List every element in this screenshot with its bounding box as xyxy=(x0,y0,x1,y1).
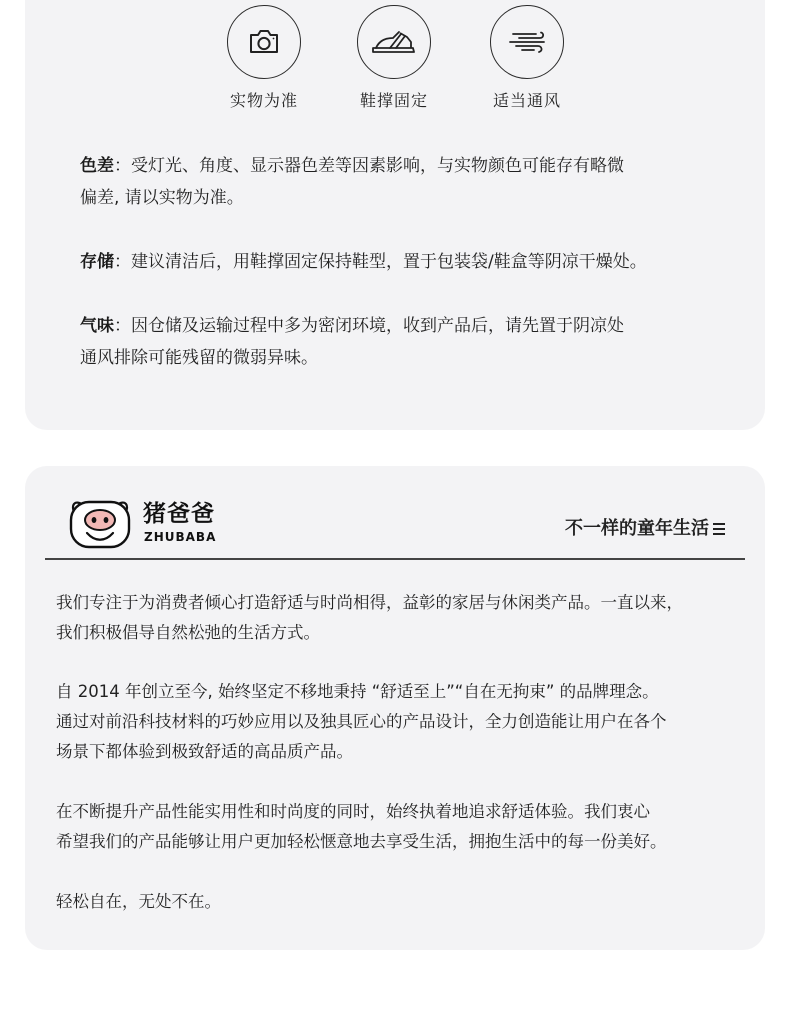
brand-paragraph xyxy=(56,588,746,648)
care-note-title: 气味 xyxy=(80,316,114,336)
care-note-storage xyxy=(80,246,750,278)
care-note-text: ：因仓储及运输过程中多为密闭环境，收到产品后，请先置于阴凉处 xyxy=(114,316,624,336)
brand-paragraph-line: 希望我们的产品能够让用户更加轻松惬意地去享受生活，拥抱生活中的每一份美好。 xyxy=(56,832,667,851)
brand-paragraph-line: 我们积极倡导自然松弛的生活方式。 xyxy=(56,623,320,642)
care-note-color-difference xyxy=(80,150,750,214)
care-instructions-card xyxy=(25,0,765,430)
care-icon-item-ventilate xyxy=(457,5,597,111)
care-note-text: 偏差, 请以实物为准。 xyxy=(80,188,244,208)
menu-icon xyxy=(713,523,725,535)
care-icon-item-actual xyxy=(194,5,334,111)
brand-story-card xyxy=(25,466,765,950)
brand-paragraph xyxy=(56,677,746,767)
care-icon-label: 适当通风 xyxy=(492,91,561,110)
care-note-title: 存储 xyxy=(80,252,114,272)
camera-icon xyxy=(227,5,301,79)
brand-paragraph xyxy=(56,797,746,857)
brand-paragraph-line: 我们专注于为消费者倾心打造舒适与时尚相得，益彰的家居与休闲类产品。一直以来， xyxy=(56,593,683,612)
pig-logo-icon xyxy=(65,496,135,550)
care-note-text: 通风排除可能残留的微弱异味。 xyxy=(80,348,318,368)
brand-paragraph xyxy=(56,887,746,917)
care-icon-label: 鞋撑固定 xyxy=(359,91,428,110)
header-divider xyxy=(45,558,745,560)
wind-icon xyxy=(490,5,564,79)
brand-paragraph-line: 在不断提升产品性能实用性和时尚度的同时，始终执着地追求舒适体验。我们衷心 xyxy=(56,802,650,821)
brand-paragraph-line: 场景下都体验到极致舒适的高品质产品。 xyxy=(56,742,353,761)
care-note-odor xyxy=(80,310,750,374)
care-note-title: 色差 xyxy=(80,156,114,176)
brand-name-cn: 猪爸爸 xyxy=(143,501,215,527)
care-icon-label: 实物为准 xyxy=(229,91,298,110)
shoe-tree-icon xyxy=(357,5,431,79)
care-note-text: ：建议清洁后，用鞋撑固定保持鞋型，置于包装袋/鞋盒等阴凉干燥处。 xyxy=(114,252,647,272)
brand-paragraph-line: 自 2014 年创立至今, 始终坚定不移地秉持 “舒适至上”“自在无拘束” 的品牌理念。 xyxy=(56,682,659,701)
brand-paragraph-line: 通过对前沿科技材料的巧妙应用以及独具匠心的产品设计，全力创造能让用户在各个 xyxy=(56,712,667,731)
care-note-text: ：受灯光、角度、显示器色差等因素影响，与实物颜色可能存有略微 xyxy=(114,156,624,176)
brand-slogan: 不一样的童年生活 xyxy=(565,518,709,539)
brand-name-en: ZHUBABA xyxy=(144,530,217,544)
brand-paragraph-line: 轻松自在，无处不在。 xyxy=(56,892,221,911)
care-icon-item-shoe-tree xyxy=(324,5,464,111)
